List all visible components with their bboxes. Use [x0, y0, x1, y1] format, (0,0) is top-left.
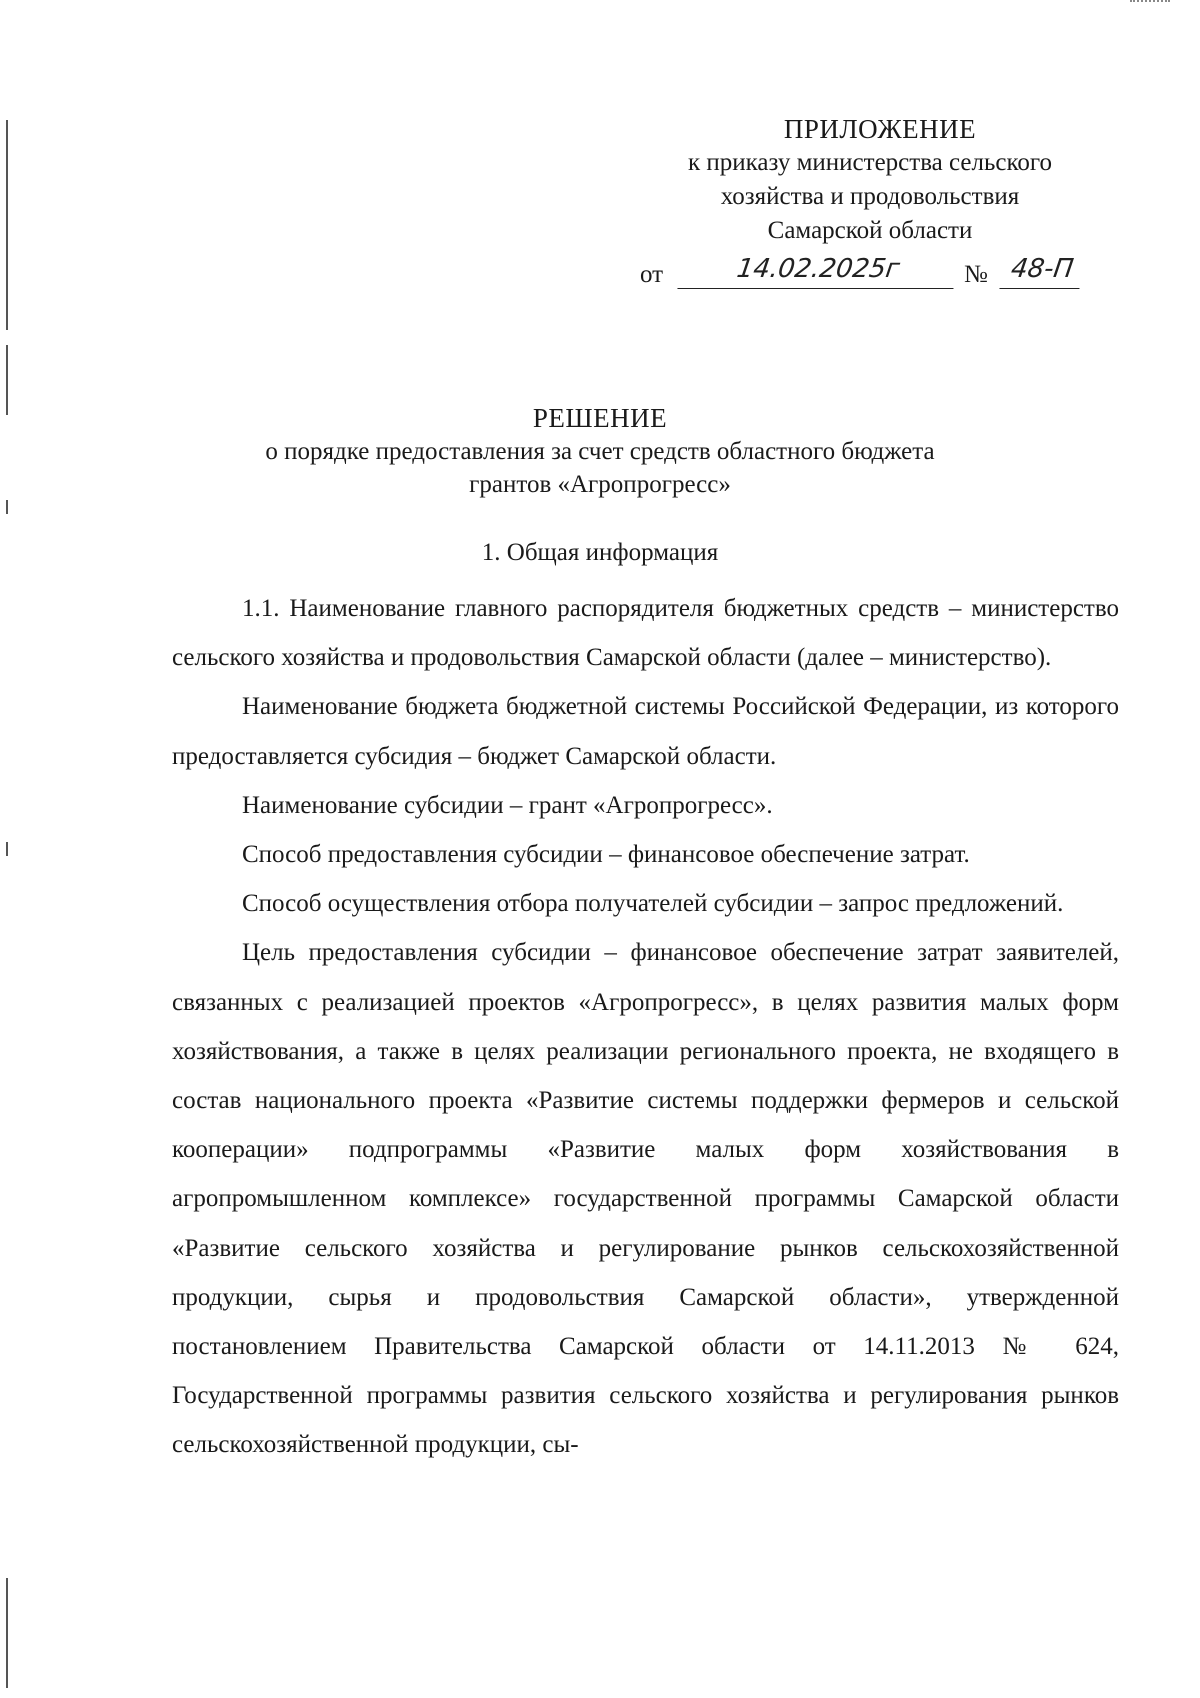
paragraph: Наименование бюджета бюджетной системы Российской Федерации, из которого предоставляется субсидия – бюджет Самарской области. — [172, 693, 1119, 770]
scan-corner-mark — [1130, 0, 1170, 6]
decision-subtitle-line-1: о порядке предоставления за счет средств областного бюджета — [265, 438, 935, 465]
appendix-line-1: к приказу министерства сельского — [687, 149, 1052, 176]
scan-edge-mark — [6, 1578, 8, 1688]
scan-edge-mark — [6, 120, 8, 330]
paragraph: Способ осуществления отбора получателей субсидии – запрос предложений. — [242, 890, 1064, 918]
appendix-block — [640, 112, 1100, 292]
document-body — [172, 584, 1119, 1470]
order-date-handwritten: 14.02.2025г — [677, 252, 958, 289]
order-date-line — [640, 252, 1100, 292]
section-title: 1. Общая информация — [481, 539, 719, 566]
date-prefix: от — [640, 261, 664, 288]
number-prefix: № — [964, 261, 988, 288]
paragraph: Способ предоставления субсидии – финансовое обеспечение затрат. — [242, 841, 970, 869]
scan-edge-mark — [6, 842, 8, 856]
appendix-title: ПРИЛОЖЕНИЕ — [783, 114, 977, 144]
appendix-line-3: Самарской области — [767, 217, 973, 244]
decision-subtitle-line-2: грантов «Агропрогресс» — [469, 471, 731, 498]
decision-heading-block — [160, 402, 1040, 501]
paragraph: Цель предоставления субсидии – финансовое обеспечение затрат заявителей, связанных с реализацией проектов «Агропрогресс», в целях развития малых форм хозяйствования, а также в целях реализации регионального проекта, не входящего в состав национального проекта «Развитие системы поддержки фермеров и сельской кооперации» подпрограммы «Развитие малых форм хозяйствования в агропромышленном комплексе» государственной программы Самарской области «Развитие сельского хозяйства и регулирование рынков сельскохозяйственной продукции, сырья и продовольствия Самарской области», утвержденной постановлением Правительства Самарской области от 14.11.2013 № 624, Государственной программы развития сельского хозяйства и регулирования рынков сельскохозяйственной продукции, сы- — [172, 939, 1119, 1459]
order-number-handwritten: 48-П — [999, 252, 1084, 289]
paragraph: 1.1. Наименование главного распорядителя бюджетных средств – министерство сельского хозяйства и продовольствия Самарской области (далее – министерство). — [172, 595, 1119, 672]
scan-edge-mark — [6, 500, 8, 514]
appendix-line-2: хозяйства и продовольствия — [720, 183, 1020, 210]
scan-edge-mark — [6, 345, 8, 415]
paragraph: Наименование субсидии – грант «Агропрогресс». — [242, 791, 773, 819]
decision-title: РЕШЕНИЕ — [532, 403, 668, 433]
